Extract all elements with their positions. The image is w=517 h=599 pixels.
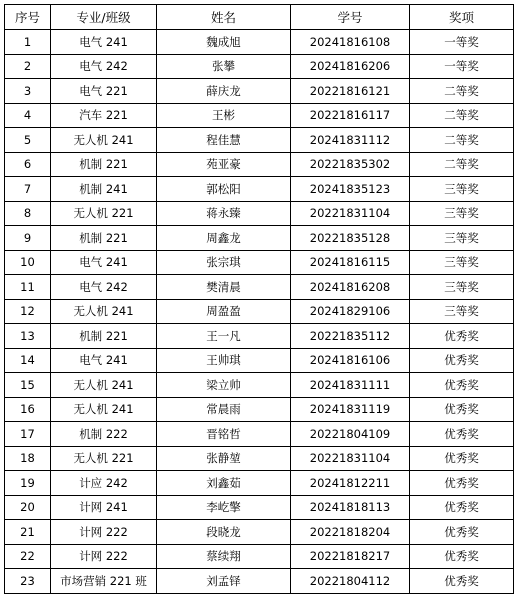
cell-class: 机制 221 xyxy=(51,324,157,349)
cell-student-id: 20241816108 xyxy=(291,30,410,55)
cell-class: 机制 221 xyxy=(51,152,157,177)
cell-index: 14 xyxy=(5,348,51,373)
table-row xyxy=(5,446,514,471)
cell-student-id: 20241816115 xyxy=(291,250,410,275)
cell-index: 9 xyxy=(5,226,51,251)
cell-award: 三等奖 xyxy=(410,250,514,275)
table-row xyxy=(5,495,514,520)
cell-award: 优秀奖 xyxy=(410,397,514,422)
cell-index: 18 xyxy=(5,446,51,471)
cell-class: 电气 241 xyxy=(51,250,157,275)
table-row xyxy=(5,201,514,226)
table-row xyxy=(5,54,514,79)
cell-student-id: 20221835112 xyxy=(291,324,410,349)
cell-class: 市场营销 221 班 xyxy=(51,569,157,594)
cell-name: 段晓龙 xyxy=(157,520,291,545)
cell-index: 16 xyxy=(5,397,51,422)
cell-student-id: 20221835302 xyxy=(291,152,410,177)
table-row xyxy=(5,324,514,349)
cell-index: 6 xyxy=(5,152,51,177)
cell-award: 优秀奖 xyxy=(410,520,514,545)
cell-award: 优秀奖 xyxy=(410,544,514,569)
table-row xyxy=(5,103,514,128)
cell-class: 机制 241 xyxy=(51,177,157,202)
cell-student-id: 20241816106 xyxy=(291,348,410,373)
cell-index: 10 xyxy=(5,250,51,275)
cell-student-id: 20221831104 xyxy=(291,201,410,226)
cell-index: 21 xyxy=(5,520,51,545)
table-row xyxy=(5,373,514,398)
cell-class: 汽车 221 xyxy=(51,103,157,128)
cell-student-id: 20241831112 xyxy=(291,128,410,153)
cell-class: 计网 222 xyxy=(51,520,157,545)
cell-class: 无人机 221 xyxy=(51,446,157,471)
cell-index: 22 xyxy=(5,544,51,569)
cell-index: 11 xyxy=(5,275,51,300)
table-body xyxy=(5,30,514,594)
cell-award: 优秀奖 xyxy=(410,495,514,520)
cell-student-id: 20221804112 xyxy=(291,569,410,594)
table-row xyxy=(5,299,514,324)
cell-award: 二等奖 xyxy=(410,103,514,128)
cell-award: 三等奖 xyxy=(410,177,514,202)
cell-student-id: 20221818204 xyxy=(291,520,410,545)
cell-name: 苑亚豪 xyxy=(157,152,291,177)
cell-award: 三等奖 xyxy=(410,275,514,300)
cell-index: 4 xyxy=(5,103,51,128)
cell-name: 张静堃 xyxy=(157,446,291,471)
cell-name: 郭松阳 xyxy=(157,177,291,202)
cell-name: 张攀 xyxy=(157,54,291,79)
cell-class: 电气 221 xyxy=(51,79,157,104)
cell-name: 张宗琪 xyxy=(157,250,291,275)
cell-student-id: 20241816208 xyxy=(291,275,410,300)
cell-index: 17 xyxy=(5,422,51,447)
cell-award: 优秀奖 xyxy=(410,422,514,447)
cell-name: 周鑫龙 xyxy=(157,226,291,251)
cell-index: 7 xyxy=(5,177,51,202)
cell-index: 19 xyxy=(5,471,51,496)
cell-award: 三等奖 xyxy=(410,226,514,251)
cell-index: 23 xyxy=(5,569,51,594)
table-row xyxy=(5,471,514,496)
cell-student-id: 20221818217 xyxy=(291,544,410,569)
header-index: 序号 xyxy=(5,5,51,30)
cell-student-id: 20221816121 xyxy=(291,79,410,104)
cell-name: 李屹擎 xyxy=(157,495,291,520)
table-row xyxy=(5,422,514,447)
cell-student-id: 20221804109 xyxy=(291,422,410,447)
cell-class: 电气 242 xyxy=(51,54,157,79)
table-row xyxy=(5,177,514,202)
cell-class: 计网 241 xyxy=(51,495,157,520)
table-row xyxy=(5,348,514,373)
cell-index: 15 xyxy=(5,373,51,398)
cell-student-id: 20241818113 xyxy=(291,495,410,520)
cell-award: 优秀奖 xyxy=(410,471,514,496)
table-row xyxy=(5,544,514,569)
cell-name: 常晨雨 xyxy=(157,397,291,422)
cell-name: 王帅琪 xyxy=(157,348,291,373)
cell-name: 王一凡 xyxy=(157,324,291,349)
cell-award: 一等奖 xyxy=(410,30,514,55)
cell-award: 优秀奖 xyxy=(410,446,514,471)
cell-name: 薛庆龙 xyxy=(157,79,291,104)
cell-award: 二等奖 xyxy=(410,79,514,104)
header-award: 奖项 xyxy=(410,5,514,30)
cell-award: 优秀奖 xyxy=(410,569,514,594)
cell-name: 梁立帅 xyxy=(157,373,291,398)
cell-class: 无人机 241 xyxy=(51,397,157,422)
cell-name: 程佳慧 xyxy=(157,128,291,153)
cell-student-id: 20241816206 xyxy=(291,54,410,79)
cell-index: 20 xyxy=(5,495,51,520)
header-row xyxy=(5,5,514,30)
cell-student-id: 20241812211 xyxy=(291,471,410,496)
table-row xyxy=(5,250,514,275)
cell-class: 无人机 241 xyxy=(51,373,157,398)
cell-name: 魏成旭 xyxy=(157,30,291,55)
header-name: 姓名 xyxy=(157,5,291,30)
cell-student-id: 20241831111 xyxy=(291,373,410,398)
cell-student-id: 20221831104 xyxy=(291,446,410,471)
cell-class: 无人机 241 xyxy=(51,299,157,324)
cell-name: 周盈盈 xyxy=(157,299,291,324)
table-row xyxy=(5,226,514,251)
cell-award: 二等奖 xyxy=(410,152,514,177)
table-row xyxy=(5,79,514,104)
cell-index: 8 xyxy=(5,201,51,226)
table-row xyxy=(5,128,514,153)
cell-class: 机制 221 xyxy=(51,226,157,251)
cell-student-id: 20241829106 xyxy=(291,299,410,324)
table-row xyxy=(5,275,514,300)
cell-award: 二等奖 xyxy=(410,128,514,153)
cell-name: 刘孟铎 xyxy=(157,569,291,594)
cell-award: 一等奖 xyxy=(410,54,514,79)
cell-award: 三等奖 xyxy=(410,299,514,324)
cell-student-id: 20221835128 xyxy=(291,226,410,251)
header-student-id: 学号 xyxy=(291,5,410,30)
cell-class: 电气 241 xyxy=(51,30,157,55)
table-row xyxy=(5,397,514,422)
cell-class: 计应 242 xyxy=(51,471,157,496)
table-row xyxy=(5,520,514,545)
cell-award: 优秀奖 xyxy=(410,373,514,398)
cell-class: 电气 242 xyxy=(51,275,157,300)
cell-name: 刘鑫茹 xyxy=(157,471,291,496)
cell-award: 优秀奖 xyxy=(410,324,514,349)
cell-student-id: 20241835123 xyxy=(291,177,410,202)
cell-student-id: 20221816117 xyxy=(291,103,410,128)
cell-award: 三等奖 xyxy=(410,201,514,226)
cell-index: 2 xyxy=(5,54,51,79)
cell-award: 优秀奖 xyxy=(410,348,514,373)
cell-class: 电气 241 xyxy=(51,348,157,373)
cell-class: 无人机 221 xyxy=(51,201,157,226)
cell-index: 1 xyxy=(5,30,51,55)
cell-name: 蒋永臻 xyxy=(157,201,291,226)
cell-class: 无人机 241 xyxy=(51,128,157,153)
cell-index: 5 xyxy=(5,128,51,153)
cell-name: 樊清晨 xyxy=(157,275,291,300)
cell-class: 计网 222 xyxy=(51,544,157,569)
cell-name: 王彬 xyxy=(157,103,291,128)
cell-student-id: 20241831119 xyxy=(291,397,410,422)
award-table xyxy=(4,4,514,594)
header-class: 专业/班级 xyxy=(51,5,157,30)
table-row xyxy=(5,30,514,55)
cell-name: 蔡续翔 xyxy=(157,544,291,569)
cell-class: 机制 222 xyxy=(51,422,157,447)
cell-index: 12 xyxy=(5,299,51,324)
table-row xyxy=(5,569,514,594)
table-row xyxy=(5,152,514,177)
cell-name: 晋铭哲 xyxy=(157,422,291,447)
cell-index: 3 xyxy=(5,79,51,104)
cell-index: 13 xyxy=(5,324,51,349)
